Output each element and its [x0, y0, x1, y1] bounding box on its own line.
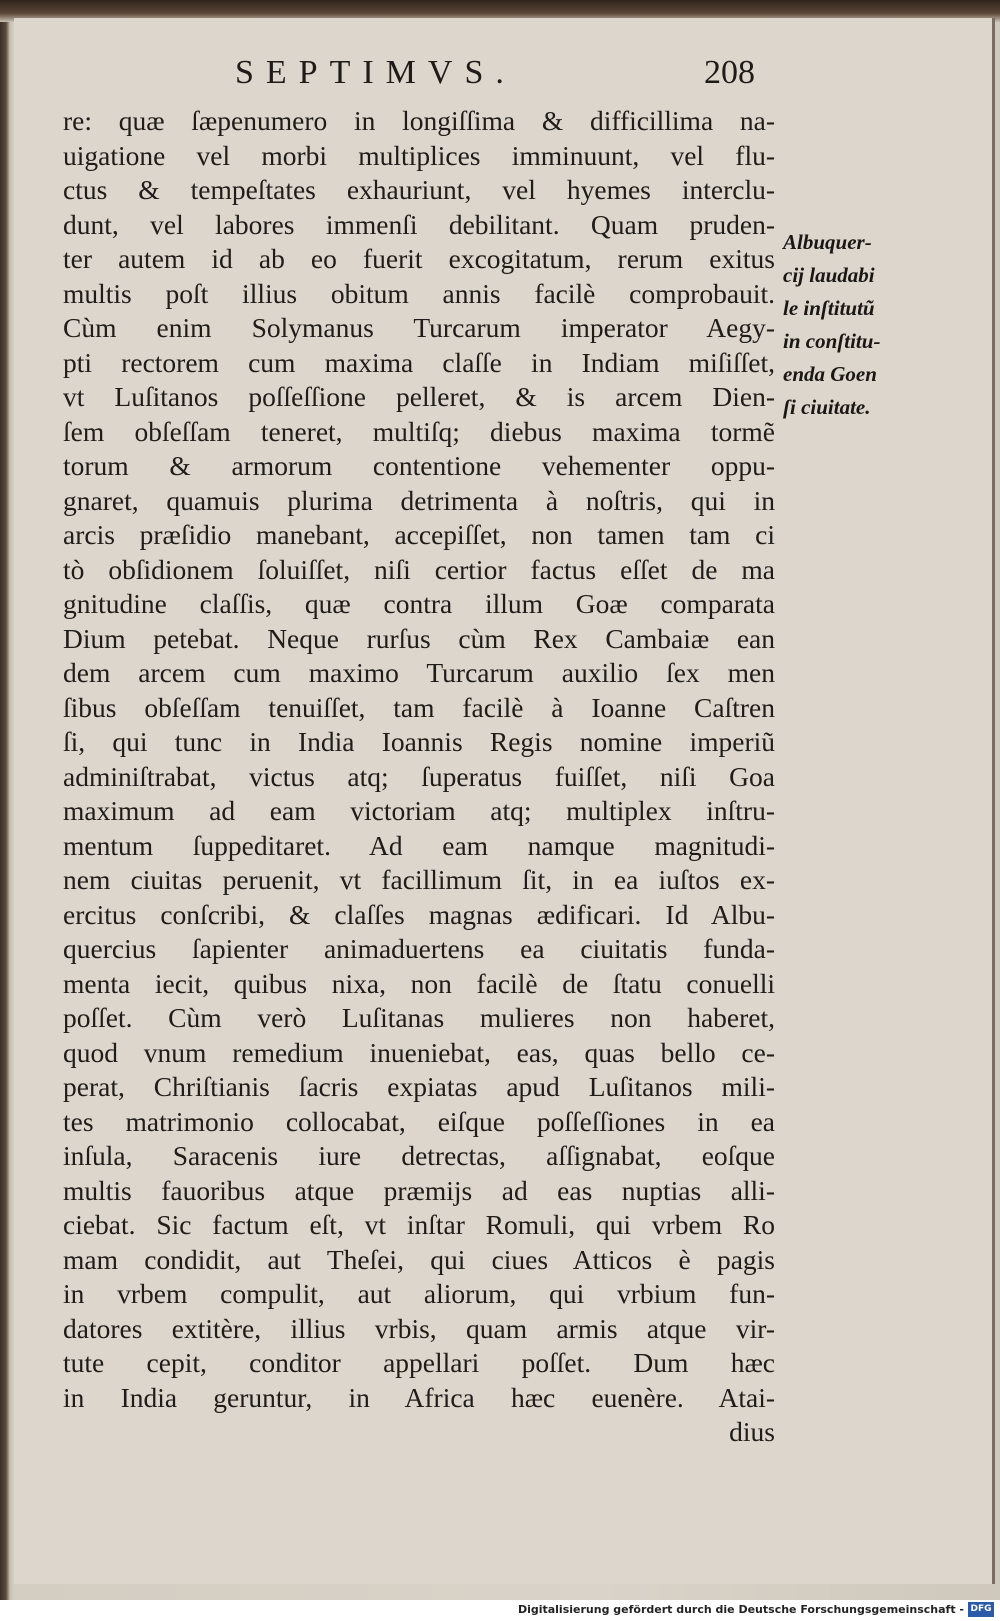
text-line: ercitus conſcribi, & claſſes magnas ædificari. Id Albu- [63, 898, 775, 930]
text-line: arcis præſidio manebant, accepiſſet, non tamen tam ci [63, 519, 775, 550]
text-line: vt Luſitanos poſſeſſione pelleret, & is arcem Dien- [63, 381, 775, 412]
text-line: nem ciuitas peruenit, vt facillimum ſit, in ea iuſtos ex- [63, 864, 775, 895]
dfg-logo: DFG [968, 1602, 994, 1617]
text-line: dunt, vel labores immenſi debilitant. Quam pruden- [63, 208, 775, 240]
marginal-note [783, 226, 913, 424]
text-line: pti rectorem cum maxima claſſe in Indiam miſiſſet, [63, 346, 775, 378]
text-line: gnaret, quamuis plurima detrimenta à noſtris, qui in [63, 484, 775, 516]
text-line: ter autem id ab eo fuerit excogitatum, rerum exitus [63, 243, 775, 274]
text-line: inſula, Saracenis iure detrectas, aſſignabat, eoſque [63, 1140, 775, 1171]
text-line: menta iecit, quibus nixa, non facilè de ſtatu conuelli [63, 967, 775, 999]
text-line: tes matrimonio collocabat, eiſque poſſeſſiones in ea [63, 1105, 775, 1137]
text-line: tò obſidionem ſoluiſſet, niſi certior factus eſſet de ma [63, 553, 775, 585]
text-line: in India geruntur, in Africa hæc euenère. Atai- [63, 1381, 775, 1413]
text-line: torum & armorum contentione vehementer oppu- [63, 450, 775, 481]
text-line: quod vnum remedium inueniebat, eas, quas bello ce- [63, 1036, 775, 1068]
text-line: perat, Chriſtianis ſacris expiatas apud Luſitanos mili- [63, 1071, 775, 1102]
text-line: Cùm enim Solymanus Turcarum imperator Aegy- [63, 312, 775, 343]
text-line: ſem obſeſſam teneret, multiſq; diebus maxima tormẽ [63, 415, 775, 447]
text-line: uigatione vel morbi multiplices imminuunt, vel flu- [63, 139, 775, 171]
text-line: datores extitère, illius vrbis, quam armis atque vir- [63, 1312, 775, 1344]
text-line: ſibus obſeſſam tenuiſſet, tam facilè à Ioanne Caſtren [63, 691, 775, 723]
text-line: poſſet. Cùm verò Luſitanas mulieres non haberet, [63, 1002, 775, 1033]
text-line: multis fauoribus atque præmijs ad eas nuptias alli- [63, 1174, 775, 1206]
marginal-note-line: in conſtitu- [783, 329, 881, 353]
marginal-note-line: cij laudabi [783, 263, 875, 287]
funding-credit: Digitalisierung gefördert durch die Deutsche Forschungsgemeinschaft - [517, 1603, 964, 1616]
running-head: SEPTIMVS. [235, 54, 516, 91]
text-line: quercius ſapienter animaduertens ea ciuitatis funda- [63, 933, 775, 964]
text-line: mentum ſuppeditaret. Ad eam namque magnitudi- [63, 829, 775, 861]
marginal-note-line: Albuquer- [783, 230, 872, 254]
text-line: re: quæ ſæpenumero in longiſſima & difficillima na- [63, 105, 775, 136]
text-line: ſi, qui tunc in India Ioannis Regis nomine imperiũ [63, 726, 775, 757]
text-line: dem arcem cum maximo Turcarum auxilio ſex men [63, 657, 775, 688]
text-line: ciebat. Sic factum eſt, vt inſtar Romuli, qui vrbem Ro [63, 1209, 775, 1240]
marginal-note-line: le inſtitutũ [783, 296, 875, 320]
text-line: mam condidit, aut Theſei, qui ciues Atticos è pagis [63, 1243, 775, 1275]
text-line: ctus & tempeſtates exhauriunt, vel hyemes interclu- [63, 174, 775, 205]
text-line: gnitudine claſſis, quæ contra illum Goæ comparata [63, 588, 775, 619]
text-line: tute cepit, conditor appellari poſſet. Dum hæc [63, 1347, 775, 1378]
text-line: Dium petebat. Neque rurſus cùm Rex Cambaiæ ean [63, 622, 775, 654]
text-line: maximum ad eam victoriam atq; multiplex inſtru- [63, 795, 775, 826]
marginal-note-line: ſi ciuitate. [783, 395, 871, 419]
page-header [235, 54, 755, 100]
text-line: dius [729, 1416, 775, 1447]
marginal-note-line: enda Goen [783, 362, 877, 386]
text-line: multis poſt illius obitum annis facilè comprobauit. [63, 277, 775, 309]
text-line: adminiſtrabat, victus atq; ſuperatus fuiſſet, niſi Goa [63, 760, 775, 792]
digitization-footer [0, 1600, 1000, 1621]
text-line: in vrbem compulit, aut aliorum, qui vrbium fun- [63, 1278, 775, 1309]
main-text-block [63, 104, 775, 1450]
page-number: 208 [704, 54, 755, 91]
